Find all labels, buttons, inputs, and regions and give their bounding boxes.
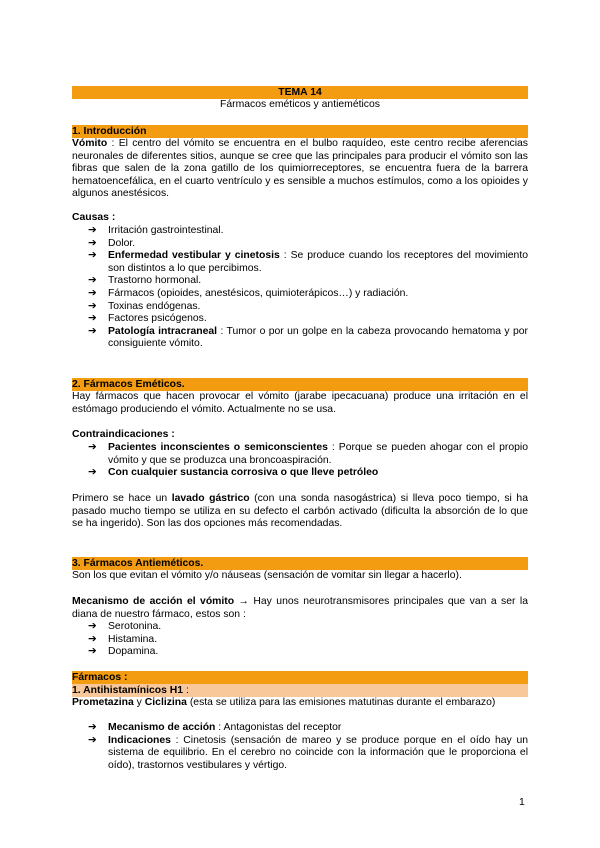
causes-heading: Causas : — [72, 212, 116, 223]
arrow-bullet-icon: ➔ — [88, 646, 97, 658]
arrow-bullet-icon: ➔ — [88, 734, 97, 746]
intro-text: : El centro del vómito se encuentra en el bulbo raquídeo, este centro recibe aferencias neuronales de diferentes sitios, aunque se cree que las principales para producir el vómito son las fibras que salen de la zona gatillo de los quimiorreceptores, se encuentra fuera de la barrera hematoencefálica, en el cuarto ventrículo y es sensible a muchos estímulos, como a los opioides y algunos anestésicos. — [72, 138, 528, 200]
arrow-bullet-icon: ➔ — [88, 467, 97, 479]
intro-paragraph — [72, 138, 528, 201]
arrow-bullet-icon: ➔ — [88, 313, 97, 325]
list-item: ➔ Factores psicógenos. — [88, 313, 207, 325]
list-item: ➔ Mecanismo de acción : Antagonistas del receptor — [88, 722, 342, 733]
list-item: ➔ Dopamina. — [88, 646, 159, 658]
list-item: ➔ Dolor. — [88, 237, 136, 249]
arrow-bullet-icon: ➔ — [88, 287, 97, 299]
contraindications-list — [72, 442, 528, 480]
emetics-paragraph: Hay fármacos que hacen provocar el vómito (jarabe ipecacuana) produce una irritación en el estómago produciendo el vómito. Actualmente no se usa. — [72, 391, 528, 415]
list-item: ➔ Indicaciones : Cinetosis (sensación de mareo y se produce porque en el oído hay un sistema de equilibrio. En el cerebro no coincide con la información que le proporciona el oído), trastornos vestibulares y vértigo. — [88, 734, 528, 771]
antihistamines-drugs-line: Prometazina y Ciclizina (esta se utiliza para las emisiones matutinas durante el embarazo) — [72, 697, 496, 708]
topic-subtitle: Fármacos eméticos y antieméticos — [220, 99, 380, 110]
antihistamines-details-list — [72, 722, 528, 772]
gastric-lavage-paragraph: Primero se hace un lavado gástrico (con una sonda nasogástrica) si lleva poco tiempo, si ha pasado mucho tiempo se utiliza en su defecto el carbón activado (dificulta la absorción de lo que se ha ingerido). Son las dos opciones más recomendadas. — [72, 493, 528, 530]
arrow-bullet-icon: ➔ — [88, 237, 97, 249]
drugs-heading: Fármacos : — [72, 671, 528, 684]
list-item: ➔ Serotonina. — [88, 621, 162, 632]
list-item: ➔ Con cualquier sustancia corrosiva o que lleve petróleo — [88, 467, 379, 479]
list-item: ➔ Toxinas endógenas. — [88, 300, 201, 312]
list-item: ➔ Fármacos (opioides, anestésicos, quimioterápicos…) y radiación. — [88, 287, 409, 299]
arrow-bullet-icon: ➔ — [88, 325, 97, 337]
antiemetics-paragraph: Son los que evitan el vómito y/o náuseas (sensación de vomitar sin llegar a hacerlo). — [72, 570, 462, 581]
causes-list — [72, 225, 528, 351]
list-item: ➔ Patología intracraneal : Tumor o por un golpe en la cabeza provocando hematoma y por consiguiente vómito. — [88, 325, 528, 350]
arrow-bullet-icon: ➔ — [88, 300, 97, 312]
contraindications-heading: Contraindicaciones : — [72, 429, 175, 440]
arrow-bullet-icon: ➔ — [88, 225, 97, 236]
section-heading-emetics: 2. Fármacos Eméticos. — [72, 378, 528, 391]
antihistamines-heading: 1. Antihistamínicos H1 : — [72, 684, 528, 697]
arrow-bullet-icon: ➔ — [88, 442, 97, 453]
section-heading-antiemetics: 3. Fármacos Antieméticos. — [72, 557, 528, 570]
intro-lead: Vómito — [72, 138, 108, 149]
page-number: 1 — [519, 797, 525, 808]
arrow-bullet-icon: ➔ — [88, 633, 97, 645]
list-item: ➔ Histamina. — [88, 633, 158, 645]
arrow-bullet-icon: ➔ — [88, 621, 97, 632]
section-heading-intro: 1. Introducción — [72, 125, 528, 138]
arrow-bullet-icon: ➔ — [88, 250, 97, 262]
list-item: ➔ Enfermedad vestibular y cinetosis : Se produce cuando los receptores del movimiento son distintos a lo que percibimos. — [88, 250, 528, 274]
arrow-bullet-icon: ➔ — [88, 275, 97, 287]
arrow-bullet-icon: ➔ — [88, 722, 97, 733]
list-item: ➔ Irritación gastrointestinal. — [88, 225, 224, 236]
topic-title: TEMA 14 — [72, 86, 528, 99]
list-item: ➔ Pacientes inconscientes o semiconscientes : Porque se pueden ahogar con el propio vómito y que se produzca una broncoaspiración. — [88, 442, 528, 466]
list-item: ➔ Trastorno hormonal. — [88, 275, 202, 287]
mechanism-paragraph: Mecanismo de acción el vómito → Hay unos neurotransmisores principales que van a ser la diana de nuestro fármaco, estos son : — [72, 596, 528, 620]
neurotransmitters-list — [72, 621, 528, 659]
